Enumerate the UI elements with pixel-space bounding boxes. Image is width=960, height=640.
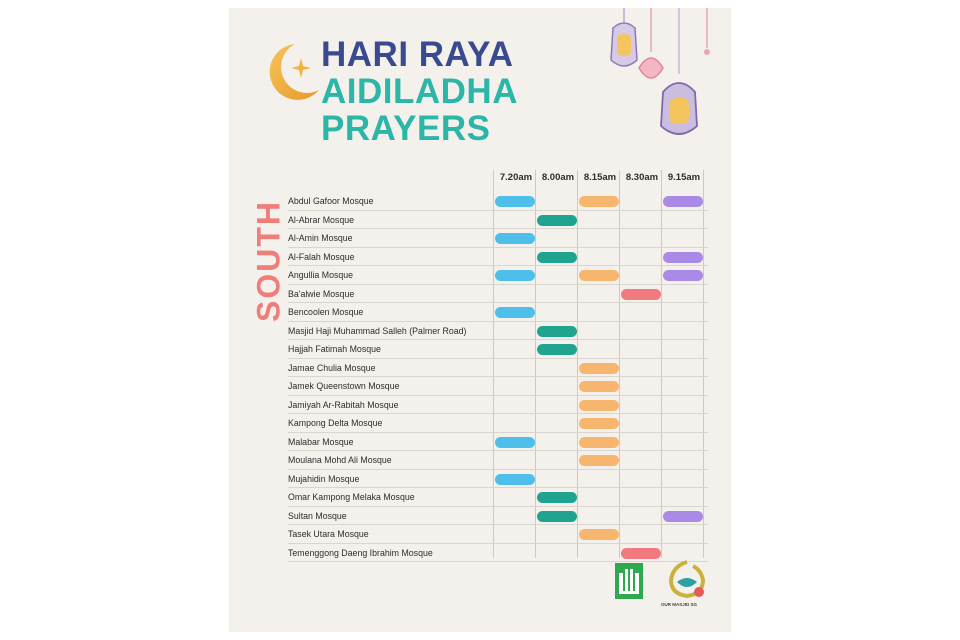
mosque-name: Angullia Mosque	[288, 270, 354, 280]
time-slot-marker	[537, 252, 577, 263]
time-slot-marker	[579, 455, 619, 466]
time-slot-marker	[537, 511, 577, 522]
mosque-name: Kampong Delta Mosque	[288, 418, 383, 428]
time-header: 8.00am	[541, 172, 575, 183]
table-row	[288, 211, 708, 230]
table-row	[288, 285, 708, 304]
poster-title	[321, 36, 518, 147]
table-row	[288, 377, 708, 396]
table-row	[288, 433, 708, 452]
time-slot-marker	[579, 381, 619, 392]
hanging-lanterns-icon	[599, 8, 719, 158]
time-slot-marker	[495, 196, 535, 207]
table-row	[288, 507, 708, 526]
time-slot-marker	[537, 344, 577, 355]
mosque-name: Mujahidin Mosque	[288, 473, 360, 484]
title-line-2: AIDILADHA	[321, 72, 518, 111]
time-slot-marker	[579, 418, 619, 429]
time-slot-marker	[663, 511, 703, 522]
table-row	[288, 396, 708, 415]
time-slot-marker	[495, 233, 535, 244]
prayer-schedule-poster	[229, 8, 731, 632]
mosque-name: Al-Falah Mosque	[288, 251, 355, 262]
prayer-times-table	[288, 168, 708, 558]
time-slot-marker	[621, 289, 661, 300]
crescent-moon-star-icon	[257, 36, 327, 106]
mosque-name: Omar Kampong Melaka Mosque	[288, 492, 415, 502]
time-slot-marker	[579, 400, 619, 411]
table-row	[288, 488, 708, 507]
mosque-name: Al-Amin Mosque	[288, 233, 353, 243]
time-slot-marker	[495, 307, 535, 318]
table-row	[288, 248, 708, 267]
mosque-name: Ba'alwie Mosque	[288, 288, 355, 299]
time-header: 7.20am	[499, 172, 533, 183]
mosque-name: Masjid Haji Muhammad Salleh (Palmer Road)	[288, 325, 467, 336]
mosque-name: Jamae Chulia Mosque	[288, 362, 376, 373]
row-divider	[288, 561, 708, 562]
mosque-name: Al-Abrar Mosque	[288, 214, 355, 225]
title-line-1: HARI RAYA	[321, 35, 514, 74]
table-row	[288, 470, 708, 489]
muis-logo-icon	[615, 563, 643, 599]
title-line-3: PRAYERS	[321, 109, 491, 148]
table-row	[288, 414, 708, 433]
time-slot-marker	[579, 270, 619, 281]
table-row	[288, 340, 708, 359]
time-slot-marker	[579, 437, 619, 448]
time-slot-marker	[495, 437, 535, 448]
time-header: 8.15am	[583, 172, 617, 183]
logo-caption: OUR MASJID SG	[661, 602, 698, 607]
table-row	[288, 322, 708, 341]
mosque-name: Malabar Mosque	[288, 436, 354, 447]
time-slot-marker	[579, 196, 619, 207]
time-slot-marker	[663, 252, 703, 263]
mosque-name: Moulana Mohd Ali Mosque	[288, 455, 392, 465]
our-masjid-logo-icon	[659, 558, 715, 614]
table-row	[288, 303, 708, 322]
mosque-name: Jamiyah Ar-Rabitah Mosque	[288, 399, 399, 410]
time-slot-marker	[495, 474, 535, 485]
time-header: 9.15am	[667, 172, 701, 183]
time-slot-marker	[663, 196, 703, 207]
time-slot-marker	[579, 529, 619, 540]
table-row	[288, 451, 708, 470]
table-row	[288, 229, 708, 248]
table-row	[288, 359, 708, 378]
time-slot-marker	[579, 363, 619, 374]
mosque-name: Temenggong Daeng Ibrahim Mosque	[288, 547, 433, 558]
time-slot-marker	[537, 326, 577, 337]
mosque-name: Abdul Gafoor Mosque	[288, 196, 374, 206]
time-slot-marker	[537, 492, 577, 503]
mosque-name: Hajjah Fatimah Mosque	[288, 344, 381, 354]
table-row	[288, 192, 708, 211]
table-row	[288, 266, 708, 285]
mosque-name: Sultan Mosque	[288, 510, 347, 521]
mosque-name: Bencoolen Mosque	[288, 307, 364, 317]
time-slot-marker	[663, 270, 703, 281]
table-row	[288, 525, 708, 544]
time-slot-marker	[621, 548, 661, 559]
mosque-name: Tasek Utara Mosque	[288, 529, 369, 539]
mosque-name: Jamek Queenstown Mosque	[288, 381, 400, 391]
time-header: 8.30am	[625, 172, 659, 183]
time-slot-marker	[537, 215, 577, 226]
region-label: SOUTH	[250, 200, 287, 322]
time-slot-marker	[495, 270, 535, 281]
table-row	[288, 544, 708, 563]
